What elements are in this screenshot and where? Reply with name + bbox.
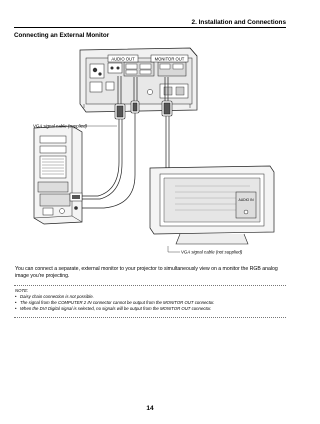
note-top-rule [14, 285, 286, 286]
header-rule [14, 27, 286, 28]
note-item: • Daisy chain connection is not possible. [15, 294, 94, 299]
section-title: Connecting an External Monitor [14, 32, 110, 39]
page-header: 2. Installation and Connections [191, 19, 286, 26]
body-paragraph: You can connect a separate, external monitor to your projector to simultaneously view on a monitor the RGB analog image you're projecting. [15, 266, 278, 280]
note-item: • When the DVI Digital signal is selected, no signals will be output from the MONITOR OUT connector. [15, 306, 212, 311]
note-title: NOTE: [15, 288, 29, 293]
bullet-icon: • [15, 306, 17, 311]
page-number: 14 [146, 405, 154, 412]
cable-label-supplied [33, 123, 117, 128]
bullet-icon: • [15, 294, 17, 299]
svg-text:AUDIO OUT: AUDIO OUT [111, 56, 135, 62]
monitor-out-label [151, 55, 188, 62]
audio-out-label [108, 55, 138, 62]
computer-tower [34, 126, 82, 224]
svg-text:MONITOR OUT: MONITOR OUT [154, 56, 185, 62]
note-bottom-rule [14, 317, 286, 318]
note-item: • The signal from the COMPUTER 2 IN connector cannot be output from the MONITOR OUT connector. [15, 300, 215, 305]
external-monitor [150, 166, 274, 244]
audio-in-label: AUDIO IN [238, 198, 254, 202]
bullet-icon: • [15, 300, 17, 305]
note-block [15, 288, 290, 312]
connection-diagram [0, 40, 300, 262]
note-list [15, 294, 290, 312]
svg-text:VGA signal cable (supplied): VGA signal cable (supplied) [33, 123, 88, 129]
cable-label-not-supplied [168, 246, 243, 255]
svg-text:VGA signal cable (not supplied: VGA signal cable (not supplied) [181, 249, 243, 255]
